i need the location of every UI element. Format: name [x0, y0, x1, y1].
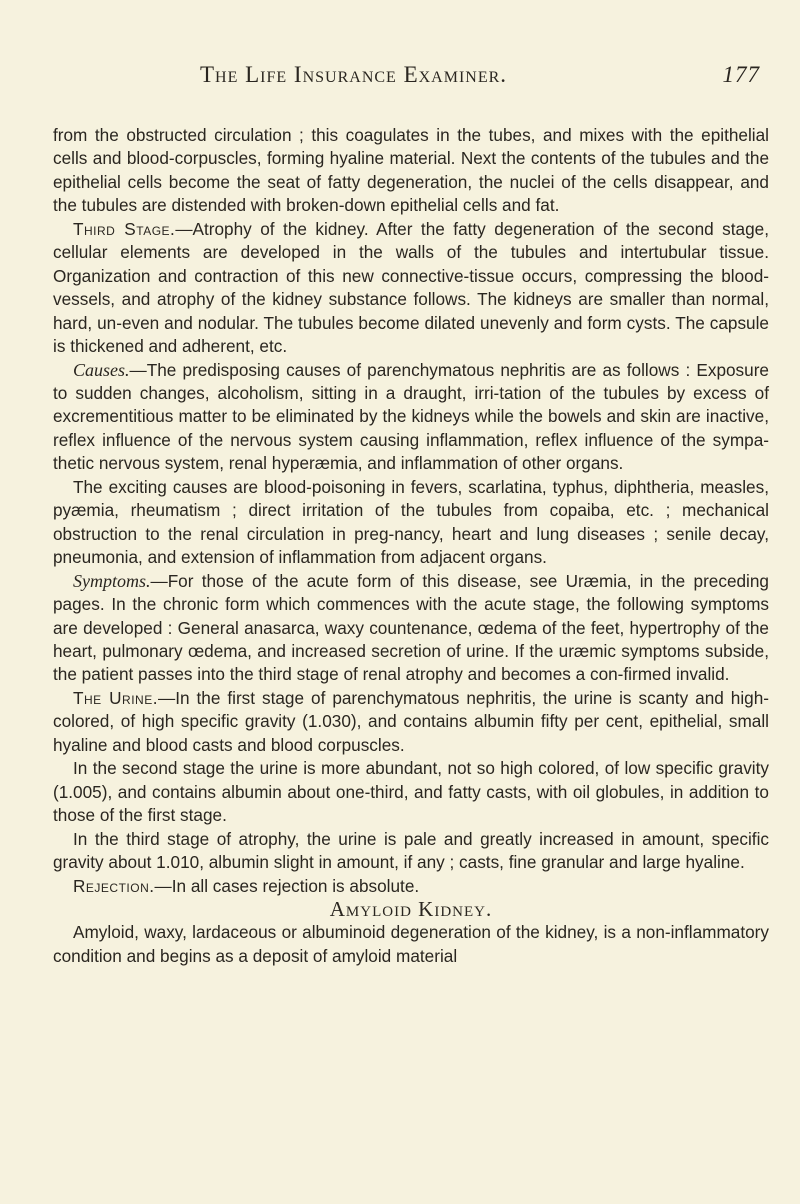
body-text	[53, 124, 769, 968]
run-in-heading-third-stage: Third Stage.	[73, 218, 176, 239]
paragraph-symptoms: Symptoms.—For those of the acute form of this disease, see Uræmia, in the preceding pages. In the chronic form which commences with the acute stage, the following symptoms are developed : General anasarca, waxy countenance, œdema of the feet, hypertrophy of the heart, pulmonary œdema, and increased secretion of urine. If the uræmic symptoms subside, the patient passes into the third stage of renal atrophy and becomes a con-firmed invalid.	[53, 570, 769, 685]
run-in-heading-causes: Causes.	[73, 359, 130, 380]
running-title: The Life Insurance Examiner.	[200, 62, 508, 87]
paragraph-causes: Causes.—The predisposing causes of parenchymatous nephritis are as follows : Exposure to sudden changes, alcoholism, sitting in a draught, irri-tation of the tubules by excess of excrementitious matter to be eliminated by the kidneys while the bowels and skin are inactive, reflex influence of the nervous system causing inflammation, reflex influence of the sympa-thetic nervous system, renal hyperæmia, and inflammation of other organs.	[53, 359, 769, 474]
run-in-heading-symptoms: Symptoms.	[73, 570, 151, 591]
paragraph-third-stage-urine: In the third stage of atrophy, the urine is pale and greatly increased in amount, specific gravity about 1.010, albumin slight in amount, if any ; casts, fine granular and large hyaline.	[53, 828, 769, 873]
paragraph-continuation: from the obstructed circulation ; this coagulates in the tubes, and mixes with the epithelial cells and blood-corpuscles, forming hyaline material. Next the contents of the tubules and the epithelial cells become the seat of fatty degeneration, the nuclei of the cells disappear, and the tubules are distended with broken-down epithelial cells and fat.	[53, 125, 769, 216]
run-in-heading-urine: The Urine.	[73, 687, 158, 708]
paragraph-third-stage: Third Stage.—Atrophy of the kidney. After the fatty degeneration of the second stage, cellular elements are developed in the walls of the tubules and intertubular tissue. Organization and contraction of this new connective-tissue occurs, compressing the blood-vessels, and atrophy of the kidney substance follows. The kidneys are smaller than normal, hard, un-even and nodular. The tubules become dilated unevenly and form cysts. The capsule is thickened and adherent, etc.	[53, 218, 769, 357]
run-in-heading-rejection: Rejection.	[73, 875, 155, 896]
section-heading: Amyloid Kidney.	[329, 896, 493, 921]
paragraph-second-stage: In the second stage the urine is more abundant, not so high colored, of low specific gravity (1.005), and contains albumin about one-third, and fatty casts, with oil globules, in addition to those of the first stage.	[53, 758, 769, 826]
page-number: 177	[722, 62, 760, 87]
paragraph-rejection: Rejection.—In all cases rejection is absolute.	[73, 875, 420, 896]
paragraph-urine: The Urine.—In the first stage of parenchymatous nephritis, the urine is scanty and high-colored, of high specific gravity (1.030), and contains albumin fifty per cent, epithelial, small hyaline and blood casts and blood corpuscles.	[53, 687, 769, 755]
paragraph-amyloid: Amyloid, waxy, lardaceous or albuminoid degeneration of the kidney, is a non-inflammatory condition and begins as a deposit of amyloid material	[53, 922, 769, 966]
paragraph-exciting-causes: The exciting causes are blood-poisoning in fevers, scarlatina, typhus, diphtheria, measles, pyæmia, rheumatism ; direct irritation of the tubules from copaiba, etc. ; mechanical obstruction to the renal circulation in preg-nancy, heart and lung diseases ; senile decay, pneumonia, and extension of inflammation from adjacent organs.	[53, 476, 769, 568]
